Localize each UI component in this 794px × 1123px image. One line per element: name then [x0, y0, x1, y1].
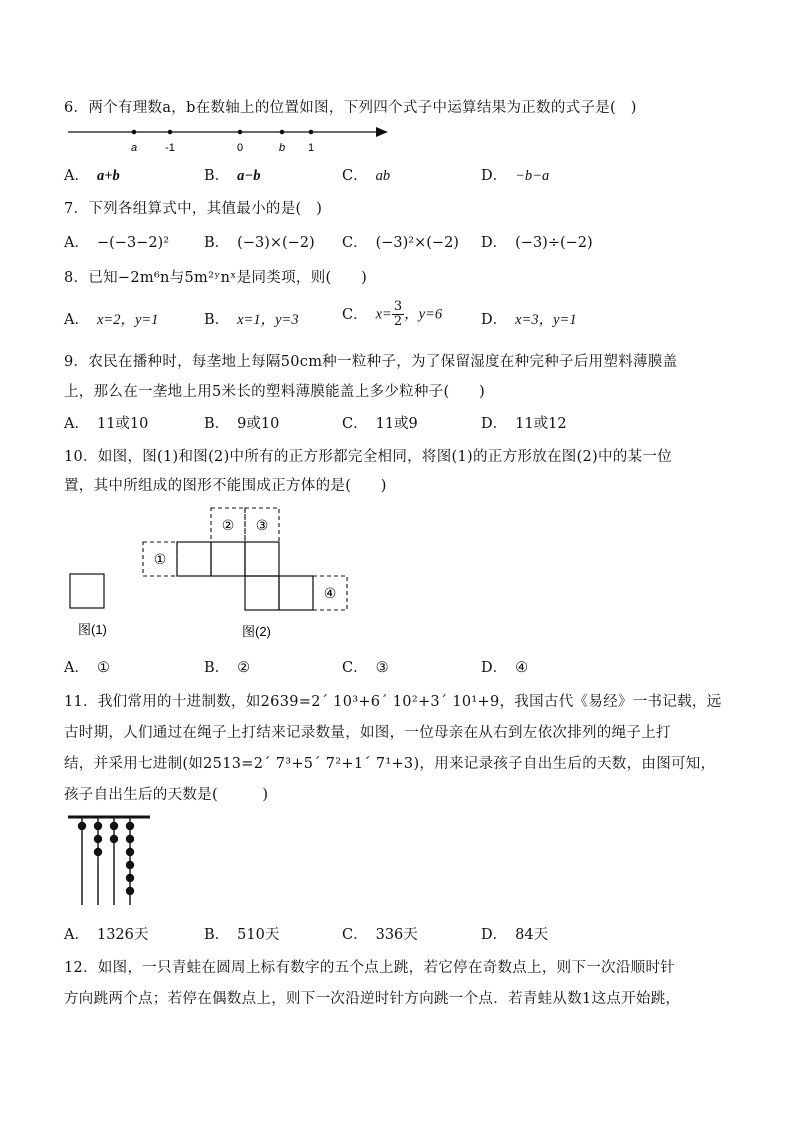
q7-stem: 7．下列各组算式中，其值最小的是( ) [64, 201, 323, 217]
option-text: 84天 [515, 927, 549, 943]
q11-option-b[interactable] [204, 923, 279, 944]
option-label: C． [342, 416, 368, 432]
option-label: D． [481, 312, 508, 328]
q10-figure [64, 504, 364, 644]
q11-line-1: 11．我们常用的十进制数，如2639=2´ 10³+6´ 10²+3´ 10¹+9，我国古代《易经》一书记载，远 [64, 694, 722, 710]
label-b: b [278, 142, 286, 154]
fig1-caption: 图(1) [78, 622, 107, 637]
q8-option-b[interactable] [204, 308, 299, 329]
option-label: D． [481, 927, 508, 943]
q11-option-d[interactable] [481, 923, 548, 944]
q7-option-b[interactable] [204, 231, 315, 252]
rope-knot [126, 835, 134, 843]
q9-option-b[interactable] [204, 412, 279, 433]
net-square [177, 542, 211, 576]
option-text: ③ [375, 660, 389, 676]
fraction [392, 300, 404, 329]
q6-stem: 6．两个有理数a，b在数轴上的位置如图，下列四个式子中运算结果为正数的式子是( ) [64, 100, 637, 116]
option-label: C． [342, 660, 368, 676]
point-a [132, 130, 137, 135]
point-b [280, 130, 285, 135]
axis-arrow-icon [376, 127, 388, 137]
fraction-denominator: 2 [393, 314, 403, 329]
q11-line-3: 结，并采用七进制(如2513=2´ 7³+5´ 7²+1´ 7¹+3)，用来记录孩子自出生后的天数，由图可知， [64, 756, 716, 772]
net-square [245, 576, 279, 610]
option-label: C． [342, 927, 368, 943]
label-a: a [130, 142, 138, 154]
option-label: D． [481, 235, 508, 251]
rope-knot [126, 822, 134, 830]
point-one [309, 130, 314, 135]
q12-line-2: 方向跳两个点；若停在偶数点上，则下一次沿逆时针方向跳一个点．若青蛙从数1这点开始跳， [64, 991, 681, 1007]
q8-stem: 8．已知−2m⁶n与5m²ʸnˣ是同类项，则( ) [64, 270, 368, 286]
option-label: A． [64, 660, 89, 676]
option-text: a+b [96, 168, 120, 184]
q8-option-a[interactable] [64, 308, 158, 329]
mark-3: ③ [255, 517, 269, 533]
q12-line-1: 12．如图，一只青蛙在圆周上标有数字的五个点上跳，若它停在奇数点上，则下一次沿顺时针 [64, 960, 676, 976]
q8-option-c[interactable] [342, 300, 442, 329]
option-label: A． [64, 312, 89, 328]
option-text: x=3，y=1 [515, 312, 577, 328]
rope-knot [94, 835, 102, 843]
option-label: B． [204, 312, 230, 328]
rope-knot [110, 822, 118, 830]
option-text: (−3)×(−2) [237, 235, 315, 251]
rope-knot [126, 887, 134, 895]
rope-knot [94, 848, 102, 856]
option-text: 11或10 [96, 416, 149, 432]
q11-line-2: 古时期，人们通过在绳子上打结来记录数量，如图，一位母亲在从右到左依次排列的绳子上打 [64, 725, 671, 741]
option-text-pre: x= [375, 306, 392, 323]
option-text: 510天 [237, 927, 280, 943]
label-minus-one: -1 [165, 142, 175, 154]
option-text: 11或9 [375, 416, 418, 432]
rope-knot [78, 822, 86, 830]
q6-option-b[interactable] [204, 164, 260, 185]
option-text: (−3)²×(−2) [375, 235, 459, 251]
fig2-caption: 图(2) [242, 624, 271, 639]
net-square [279, 576, 313, 610]
option-text: −b−a [515, 168, 550, 184]
q10-option-d[interactable] [481, 656, 528, 677]
fraction-numerator: 3 [393, 299, 403, 314]
mark-2: ② [221, 517, 235, 533]
q9-line-1: 9．农民在播种时，每垄地上每隔50cm种一粒种子，为了保留湿度在种完种子后用塑料薄膜盖 [64, 354, 678, 370]
option-label: A． [64, 235, 89, 251]
option-label: B． [204, 416, 230, 432]
q9-line-2: 上，那么在一垄地上用5米长的塑料薄膜能盖上多少粒种子( ) [64, 384, 486, 400]
net-square [211, 542, 245, 576]
option-label: B． [204, 168, 230, 184]
option-label: B． [204, 927, 230, 943]
option-text: 11或12 [515, 416, 567, 432]
q10-option-b[interactable] [204, 656, 250, 677]
option-label: C． [342, 235, 368, 251]
q10-option-c[interactable] [342, 656, 389, 677]
option-label: A． [64, 168, 89, 184]
option-text-post: ，y=6 [404, 306, 443, 323]
mark-1: ① [153, 551, 167, 567]
q10-line-1: 10．如图，图(1)和图(2)中所有的正方形都完全相同，将图(1)的正方形放在图(2)中的某一位 [64, 449, 673, 465]
net-square [245, 542, 279, 576]
q8-option-d[interactable] [481, 308, 577, 329]
label-zero: 0 [236, 142, 244, 154]
option-text: ② [237, 660, 251, 676]
rope-knot [126, 874, 134, 882]
option-text: ④ [515, 660, 529, 676]
q6-option-a[interactable] [64, 164, 120, 185]
point-minus-one [168, 130, 173, 135]
q6-option-c[interactable] [342, 164, 390, 185]
q11-option-c[interactable] [342, 923, 418, 944]
fig2-net [177, 542, 313, 610]
q7-option-c[interactable] [342, 231, 459, 252]
rope-knot [110, 835, 118, 843]
q10-option-a[interactable] [64, 656, 110, 677]
q11-knot-figure [64, 812, 164, 912]
q9-option-d[interactable] [481, 412, 567, 433]
q9-option-a[interactable] [64, 412, 148, 433]
option-text: ① [96, 660, 110, 676]
option-text: 336天 [375, 927, 418, 943]
option-text: (−3)÷(−2) [515, 235, 593, 251]
option-label: D． [481, 660, 508, 676]
mark-4: ④ [323, 585, 337, 601]
option-text: a−b [237, 168, 261, 184]
q7-option-a[interactable] [64, 231, 169, 252]
option-text: 1326天 [96, 927, 149, 943]
q6-number-line [64, 120, 394, 156]
option-label: A． [64, 927, 89, 943]
q11-line-4: 孩子自出生后的天数是( ) [64, 787, 269, 803]
option-label: C． [342, 306, 368, 323]
rope-knot [126, 848, 134, 856]
q6-option-d[interactable] [481, 164, 549, 185]
option-text: x=1，y=3 [237, 312, 299, 328]
option-text: 9或10 [237, 416, 280, 432]
q10-line-2: 置，其中所组成的图形不能围成正方体的是( ) [64, 478, 387, 494]
option-label: D． [481, 416, 508, 432]
fig1-square [70, 574, 104, 608]
rope-knot [94, 822, 102, 830]
option-label: A． [64, 416, 89, 432]
option-text: ab [375, 168, 391, 184]
option-label: D． [481, 168, 508, 184]
option-label: C． [342, 168, 368, 184]
option-label: B． [204, 235, 230, 251]
label-one: 1 [307, 142, 315, 154]
rope-knot [126, 861, 134, 869]
q9-option-c[interactable] [342, 412, 418, 433]
option-label: B． [204, 660, 230, 676]
q7-option-d[interactable] [481, 231, 593, 252]
q11-option-a[interactable] [64, 923, 148, 944]
option-text: x=2，y=1 [96, 312, 159, 328]
option-text: −(−3−2)² [96, 235, 170, 251]
point-zero [238, 130, 243, 135]
